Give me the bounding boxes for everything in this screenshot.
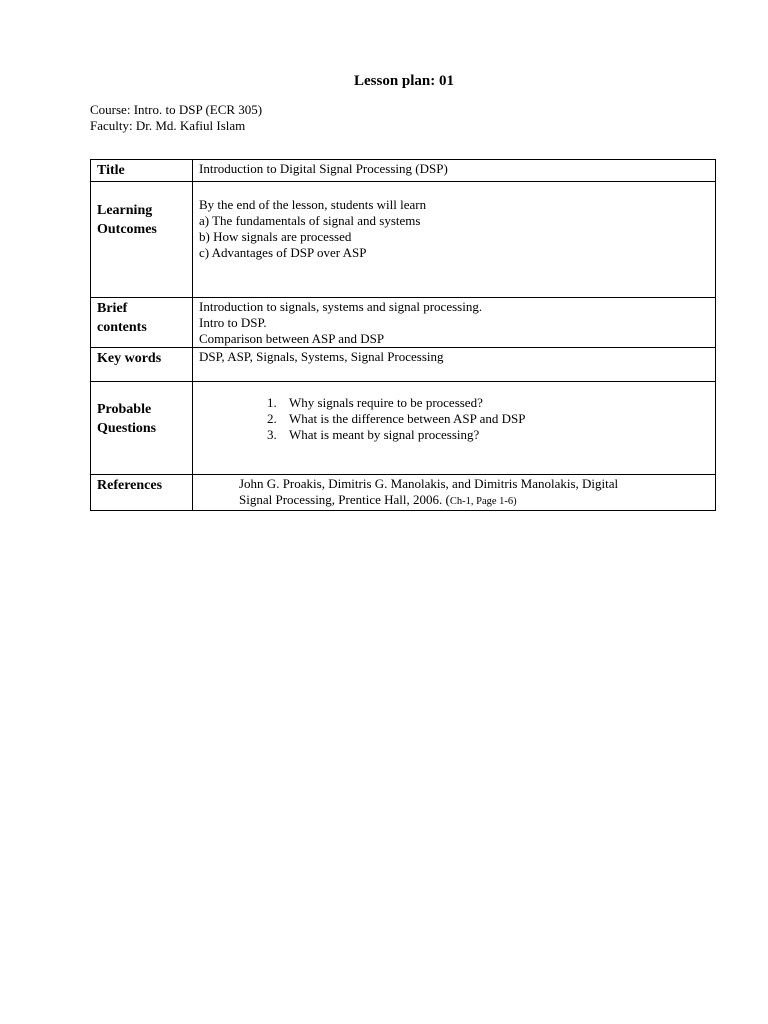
question-number: 2. [267, 411, 277, 426]
brief-line: Comparison between ASP and DSP [199, 331, 385, 346]
table-row-key-words [91, 348, 716, 382]
brief-line: Introduction to signals, systems and signal processing. [199, 299, 483, 314]
reference-pages: Page 1-6 [476, 496, 514, 507]
row-value-key-words: DSP, ASP, Signals, Systems, Signal Processing [193, 348, 716, 382]
row-value-probable-questions [193, 382, 716, 475]
reference-chapter: Ch-1, [449, 496, 477, 507]
brief-line: Intro to DSP. [199, 315, 267, 330]
outcome-line: By the end of the lesson, students will learn [199, 197, 427, 212]
label-line: Questions [97, 421, 157, 436]
table-row-references [91, 475, 716, 511]
question-number: 3. [267, 427, 277, 442]
row-label-key-words: Key words [91, 348, 193, 382]
list-item [267, 411, 715, 427]
label-line: Probable [97, 402, 152, 417]
table-row-title [91, 160, 716, 182]
reference-close-paren: ) [513, 496, 517, 507]
table-row-brief-contents [91, 298, 716, 348]
row-label-probable-questions [91, 382, 193, 475]
question-text: Why signals require to be processed? [289, 395, 483, 410]
row-value-references [193, 475, 716, 511]
row-value-title: Introduction to Digital Signal Processing (DSP) [193, 160, 716, 182]
reference-line [239, 492, 711, 510]
question-number: 1. [267, 395, 277, 410]
question-text: What is meant by signal processing? [289, 427, 480, 442]
lesson-plan-title: Lesson plan: 01 [353, 73, 455, 89]
table-row-learning-outcomes [91, 182, 716, 298]
questions-list [199, 395, 715, 443]
row-value-learning-outcomes [193, 182, 716, 298]
label-line: Outcomes [97, 222, 157, 237]
reference-line: John G. Proakis, Dimitris G. Manolakis, and Dimitris Manolakis, Digital [239, 476, 619, 491]
list-item [267, 427, 715, 443]
label-line: contents [97, 320, 147, 335]
reference-text: Signal Processing, Prentice Hall, 2006. ( [239, 492, 450, 507]
lesson-plan-table [90, 159, 716, 511]
row-label-learning-outcomes [91, 182, 193, 298]
row-label-brief-contents [91, 298, 193, 348]
row-label-title: Title [91, 160, 193, 182]
question-text: What is the difference between ASP and DSP [289, 411, 526, 426]
faculty-line: Faculty: Dr. Md. Kafiul Islam [90, 118, 246, 133]
label-line: Learning [97, 203, 153, 218]
list-item [267, 395, 715, 411]
label-line: Brief [97, 301, 128, 316]
outcome-line: b) How signals are processed [199, 229, 352, 244]
row-value-brief-contents [193, 298, 716, 348]
outcome-line: a) The fundamentals of signal and systems [199, 213, 421, 228]
row-label-references: References [91, 475, 193, 511]
table-row-probable-questions [91, 382, 716, 475]
course-line: Course: Intro. to DSP (ECR 305) [90, 102, 263, 117]
outcome-line: c) Advantages of DSP over ASP [199, 245, 367, 260]
